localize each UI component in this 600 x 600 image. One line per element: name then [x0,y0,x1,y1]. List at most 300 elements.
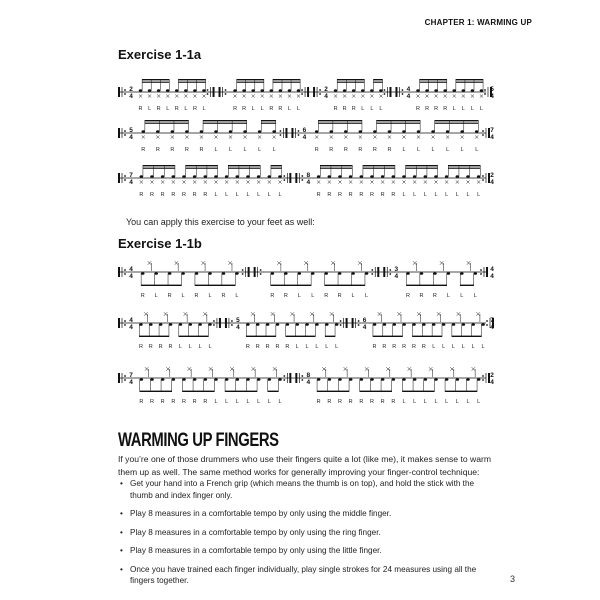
time-signature-bottom: 4 [490,93,494,100]
repeat-dot [124,130,126,132]
sticking-label: L [402,147,406,153]
sticking-label: L [446,147,450,153]
sticking-label: L [311,293,315,299]
notehead [225,378,229,381]
beam [195,285,235,286]
beam [420,82,447,83]
sticking-label: L [479,106,483,112]
sticking-label: R [314,147,319,153]
notehead [471,89,475,92]
repeat-dot [280,134,282,136]
notehead [268,175,272,178]
time-signature-bottom: 4 [490,324,494,331]
sticking-label: R [199,147,204,153]
sticking-label: L [471,344,475,350]
beam [445,391,477,392]
sticking-label: R [233,106,238,112]
sticking-label: R [434,106,439,112]
sticking-label: R [160,192,165,198]
beam [273,79,300,80]
sticking-label: R [343,147,348,153]
notehead [208,323,212,326]
repeat-dot [319,93,321,95]
sticking-label: R [171,399,176,405]
notehead [236,378,240,381]
bullet-dot: • [120,509,123,518]
notehead [424,378,428,381]
notehead [446,130,450,133]
sticking-label: R [329,147,334,153]
repeat-thick-bar [219,87,221,97]
notehead [460,130,464,133]
sticking-label: L [225,399,229,405]
notehead [349,175,353,178]
repeat-dot [371,273,373,275]
repeat-thick-bar [254,267,256,277]
beam [452,336,482,337]
repeat-dot [484,93,486,95]
notehead [182,378,186,381]
repeat-dot [301,179,303,181]
notehead [413,175,417,178]
sticking-label: L [148,106,152,112]
repeat-thick-bar [213,87,215,97]
notehead [344,130,348,133]
notehead [172,175,176,178]
repeat-dot [124,375,126,377]
notehead [214,130,218,133]
notehead [193,378,197,381]
repeat-dot [124,324,126,326]
sticking-label: L [278,399,282,405]
sticking-label: R [416,106,420,112]
notehead [328,378,332,381]
sticking-label: L [379,106,383,112]
repeat-dot [124,89,126,91]
sticking-label: L [470,106,474,112]
beam [412,336,442,337]
bullet-list [118,478,498,594]
sticking-label: L [434,192,438,198]
notehead [179,323,183,326]
repeat-dot [280,130,282,132]
sticking-label: L [431,147,435,153]
time-signature-top: 8 [306,372,311,379]
repeat-dot [213,324,215,326]
sticking-label: R [285,344,290,350]
sticking-label: L [445,399,449,405]
sticking-label: L [455,192,459,198]
notehead [251,89,255,92]
repeat-thick-bar [295,173,297,183]
notehead [434,378,438,381]
time-signature-bottom: 4 [129,379,133,386]
repeat-thick-bar [289,373,291,383]
sticking-label: L [243,147,247,153]
notehead [172,378,176,381]
repeat-thick-bar [291,128,293,138]
notehead [462,323,466,326]
sticking-label: R [174,106,179,112]
sticking-label: L [235,192,239,198]
time-signature-top: 4 [490,266,494,273]
sticking-label: L [365,293,369,299]
sticking-label: R [419,293,424,299]
repeat-thick-bar [377,267,379,277]
repeat-dot [298,130,300,132]
repeat-dot [301,175,303,177]
notehead [208,272,212,275]
repeat-dot [340,324,342,326]
beam [318,123,362,124]
sticking-label: L [442,344,446,350]
notehead [305,323,309,326]
notehead [315,323,319,326]
sticking-label: R [342,106,347,112]
repeat-dot [402,89,404,91]
time-signature-bottom: 4 [302,134,307,141]
list-item [118,545,498,557]
sticking-label: L [188,344,192,350]
notehead [360,378,364,381]
sticking-label: L [178,344,182,350]
notehead [270,89,274,92]
sticking-label: R [358,147,363,153]
notehead [233,89,237,92]
notehead [168,272,172,275]
repeat-dot [283,175,285,177]
notehead [456,378,460,381]
notehead [402,323,406,326]
repeat-dot [242,269,244,271]
sticking-label: R [140,293,145,299]
sticking-label: R [148,344,153,350]
notehead [452,89,456,92]
beam [435,120,479,121]
repeat-thick-bar [118,373,120,383]
bullet-text: Play 8 measures in a comfortable tempo by only using the little finger. [130,546,382,555]
notehead [315,130,319,133]
beam [261,120,276,121]
notehead [443,89,447,92]
beam [271,168,282,169]
notehead [140,378,144,381]
repeat-dot [358,324,360,326]
bullet-dot: • [120,564,123,574]
repeat-dot [225,89,227,91]
beam [456,79,483,80]
repeat-dot [207,93,209,95]
repeat-thick-bar [219,318,221,328]
notehead [166,89,170,92]
repeat-dot [384,93,386,95]
notehead [402,175,406,178]
repeat-dot [340,320,342,322]
time-signature-bottom: 4 [306,179,311,186]
sticking-label: L [267,399,271,405]
bullet-text: Get your hand into a French grip (which means the thumb is on top), and hold the stick with the thumb and index finger only. [130,479,475,500]
sticking-label: R [432,293,437,299]
beam [261,123,276,124]
beam [145,120,189,121]
notehead [431,130,435,133]
notehead [334,89,338,92]
time-signature-top: 2 [490,172,494,179]
time-signature-top: 8 [306,172,311,179]
notehead [171,130,175,133]
beam [325,336,335,337]
sticking-label: R [392,344,397,350]
beam [268,391,279,392]
repeat-dot [301,89,303,91]
notehead [381,378,385,381]
time-signature-bottom: 4 [490,179,494,186]
repeat-dot [384,89,386,91]
beam [182,391,214,392]
notehead [266,323,270,326]
notehead [445,378,449,381]
notehead [462,89,466,92]
repeat-dot [260,273,262,275]
repeat-dot [486,320,488,322]
sticking-label: L [278,192,282,198]
time-signature-top: 2 [490,372,494,379]
sticking-label: L [445,192,449,198]
notehead [311,272,315,275]
section-title: WARMING UP FINGERS [118,430,279,451]
sticking-label: L [246,399,250,405]
sticking-label: R [182,192,186,198]
beam [420,79,447,80]
repeat-dot [242,273,244,275]
beam [406,165,438,166]
notehead [278,378,282,381]
sticking-label: R [242,106,247,112]
sticking-label: R [359,399,364,405]
time-signature-bottom: 4 [490,134,494,141]
notehead [235,272,239,275]
repeat-dot [124,175,126,177]
sticking-label: R [158,344,163,350]
beam [186,165,218,166]
notehead [161,175,165,178]
sticking-label: R [265,344,270,350]
sticking-label: R [155,147,160,153]
sticking-label: L [181,293,185,299]
notehead [432,323,436,326]
sticking-label: L [432,344,436,350]
beam [139,336,169,337]
sticking-label: R [380,399,385,405]
repeat-dot [298,134,300,136]
repeat-thick-bar [118,128,120,138]
sticking-label: L [297,106,301,112]
notehead [452,323,456,326]
notehead [279,89,283,92]
repeat-dot [301,93,303,95]
beam [360,391,392,392]
sticking-label: R [338,192,342,198]
time-signature-bottom: 4 [406,93,411,100]
notehead [370,89,374,92]
sticking-label: R [192,399,197,405]
notehead [246,323,250,326]
notehead [242,89,246,92]
notehead [402,378,406,381]
sticking-label: L [423,399,427,405]
notehead [156,130,160,133]
notehead [193,175,197,178]
notehead [225,175,229,178]
notehead [198,323,202,326]
beam [237,79,264,80]
sticking-label: L [214,399,218,405]
notehead [139,89,143,92]
time-signature-top: 4 [129,266,133,273]
bullet-text: Once you have trained each finger individually, play single strokes for 24 measures using all the fingers together. [130,564,477,585]
notehead [392,323,396,326]
sticking-label: R [387,147,392,153]
notehead [370,378,374,381]
bullet-dot: • [120,479,123,488]
repeat-dot [389,273,391,275]
list-item [118,527,498,539]
sticking-label: R [372,147,377,153]
section-intro: If you’re one of those drummers who use their fingers quite a lot (like me), it makes sense to warm them up as well. The same method works for generally improving your finger-control technique: [118,454,492,477]
notehead [351,272,355,275]
exercise-1-1a-title: Exercise 1-1a [118,47,202,62]
notehead [286,323,290,326]
sticking-label: L [235,399,239,405]
sticking-label: L [413,399,417,405]
notehead [359,130,363,133]
sticking-label: L [257,399,261,405]
notehead [295,323,299,326]
time-signature-top: 4 [129,317,133,324]
notehead [229,130,233,133]
beam [373,82,382,83]
bullet-dot: • [120,527,123,537]
sticking-label: R [192,106,197,112]
time-signature-bottom: 4 [129,324,133,331]
notehead [420,272,424,275]
sticking-label: R [327,192,332,198]
time-signature-top: 2 [324,86,328,93]
sticking-label: L [198,344,202,350]
notehead [181,272,185,275]
beam [320,168,352,169]
sticking-label: L [481,344,485,350]
repeat-dot [371,269,373,271]
sticking-label: R [333,106,338,112]
repeat-dot [124,273,126,275]
sticking-label: R [150,192,154,198]
notehead [257,378,261,381]
notehead [260,89,264,92]
notehead [370,175,374,178]
sticking-label: R [380,192,385,198]
sticking-label: R [316,399,321,405]
notehead [284,272,288,275]
time-signature-top: 7 [129,172,133,179]
repeat-dot [124,134,126,136]
notehead [159,323,163,326]
sticking-label: L [287,106,291,112]
notehead [445,175,449,178]
beam [186,168,218,169]
notehead [412,323,416,326]
sticking-label: L [305,344,309,350]
notehead [182,175,186,178]
repeat-dot [225,93,227,95]
notehead [381,175,385,178]
repeat-thick-bar [118,173,120,183]
repeat-thick-bar [118,87,120,97]
beam [402,391,434,392]
beam [142,79,169,80]
notehead [434,175,438,178]
sticking-label: R [283,293,288,299]
sticking-label: R [168,344,173,350]
notehead [150,175,154,178]
sticking-label: L [413,192,417,198]
sticking-label: R [348,192,353,198]
repeat-dot [389,269,391,271]
bullet-dot: • [120,546,123,555]
notehead [204,378,208,381]
sticking-label: L [184,106,188,112]
sticking-label: L [229,147,233,153]
notehead [236,175,240,178]
time-signature-bottom: 4 [490,379,494,386]
repeat-thick-bar [295,373,297,383]
time-signature-top: 2 [129,86,133,93]
repeat-dot [486,324,488,326]
sticking-label: L [461,106,465,112]
sticking-label: L [315,344,319,350]
sticking-label: R [139,399,144,405]
sticking-label: L [235,293,239,299]
beam [142,82,169,83]
sticking-label: R [402,344,407,350]
list-item [118,564,498,587]
sticking-label: L [402,192,406,198]
sticking-label: R [139,192,144,198]
repeat-dot [283,179,285,181]
notehead [417,130,421,133]
repeat-dot [482,379,484,381]
notehead [361,89,365,92]
repeat-dot [402,93,404,95]
repeat-dot [213,320,215,322]
notehead [402,130,406,133]
notehead [338,272,342,275]
repeat-dot [283,379,285,381]
repeat-dot [480,273,482,275]
repeat-dot [480,269,482,271]
notehead [193,89,197,92]
beam [143,168,175,169]
sticking-label: L [473,293,477,299]
beam [406,168,438,169]
notehead [246,175,250,178]
sticking-label: L [461,344,465,350]
repeat-dot [124,320,126,322]
chapter-header: CHAPTER 1: WARMING UP [424,18,532,27]
sticking-label: L [477,399,481,405]
time-signature-top: 3 [394,266,399,273]
sticking-label: R [270,293,275,299]
